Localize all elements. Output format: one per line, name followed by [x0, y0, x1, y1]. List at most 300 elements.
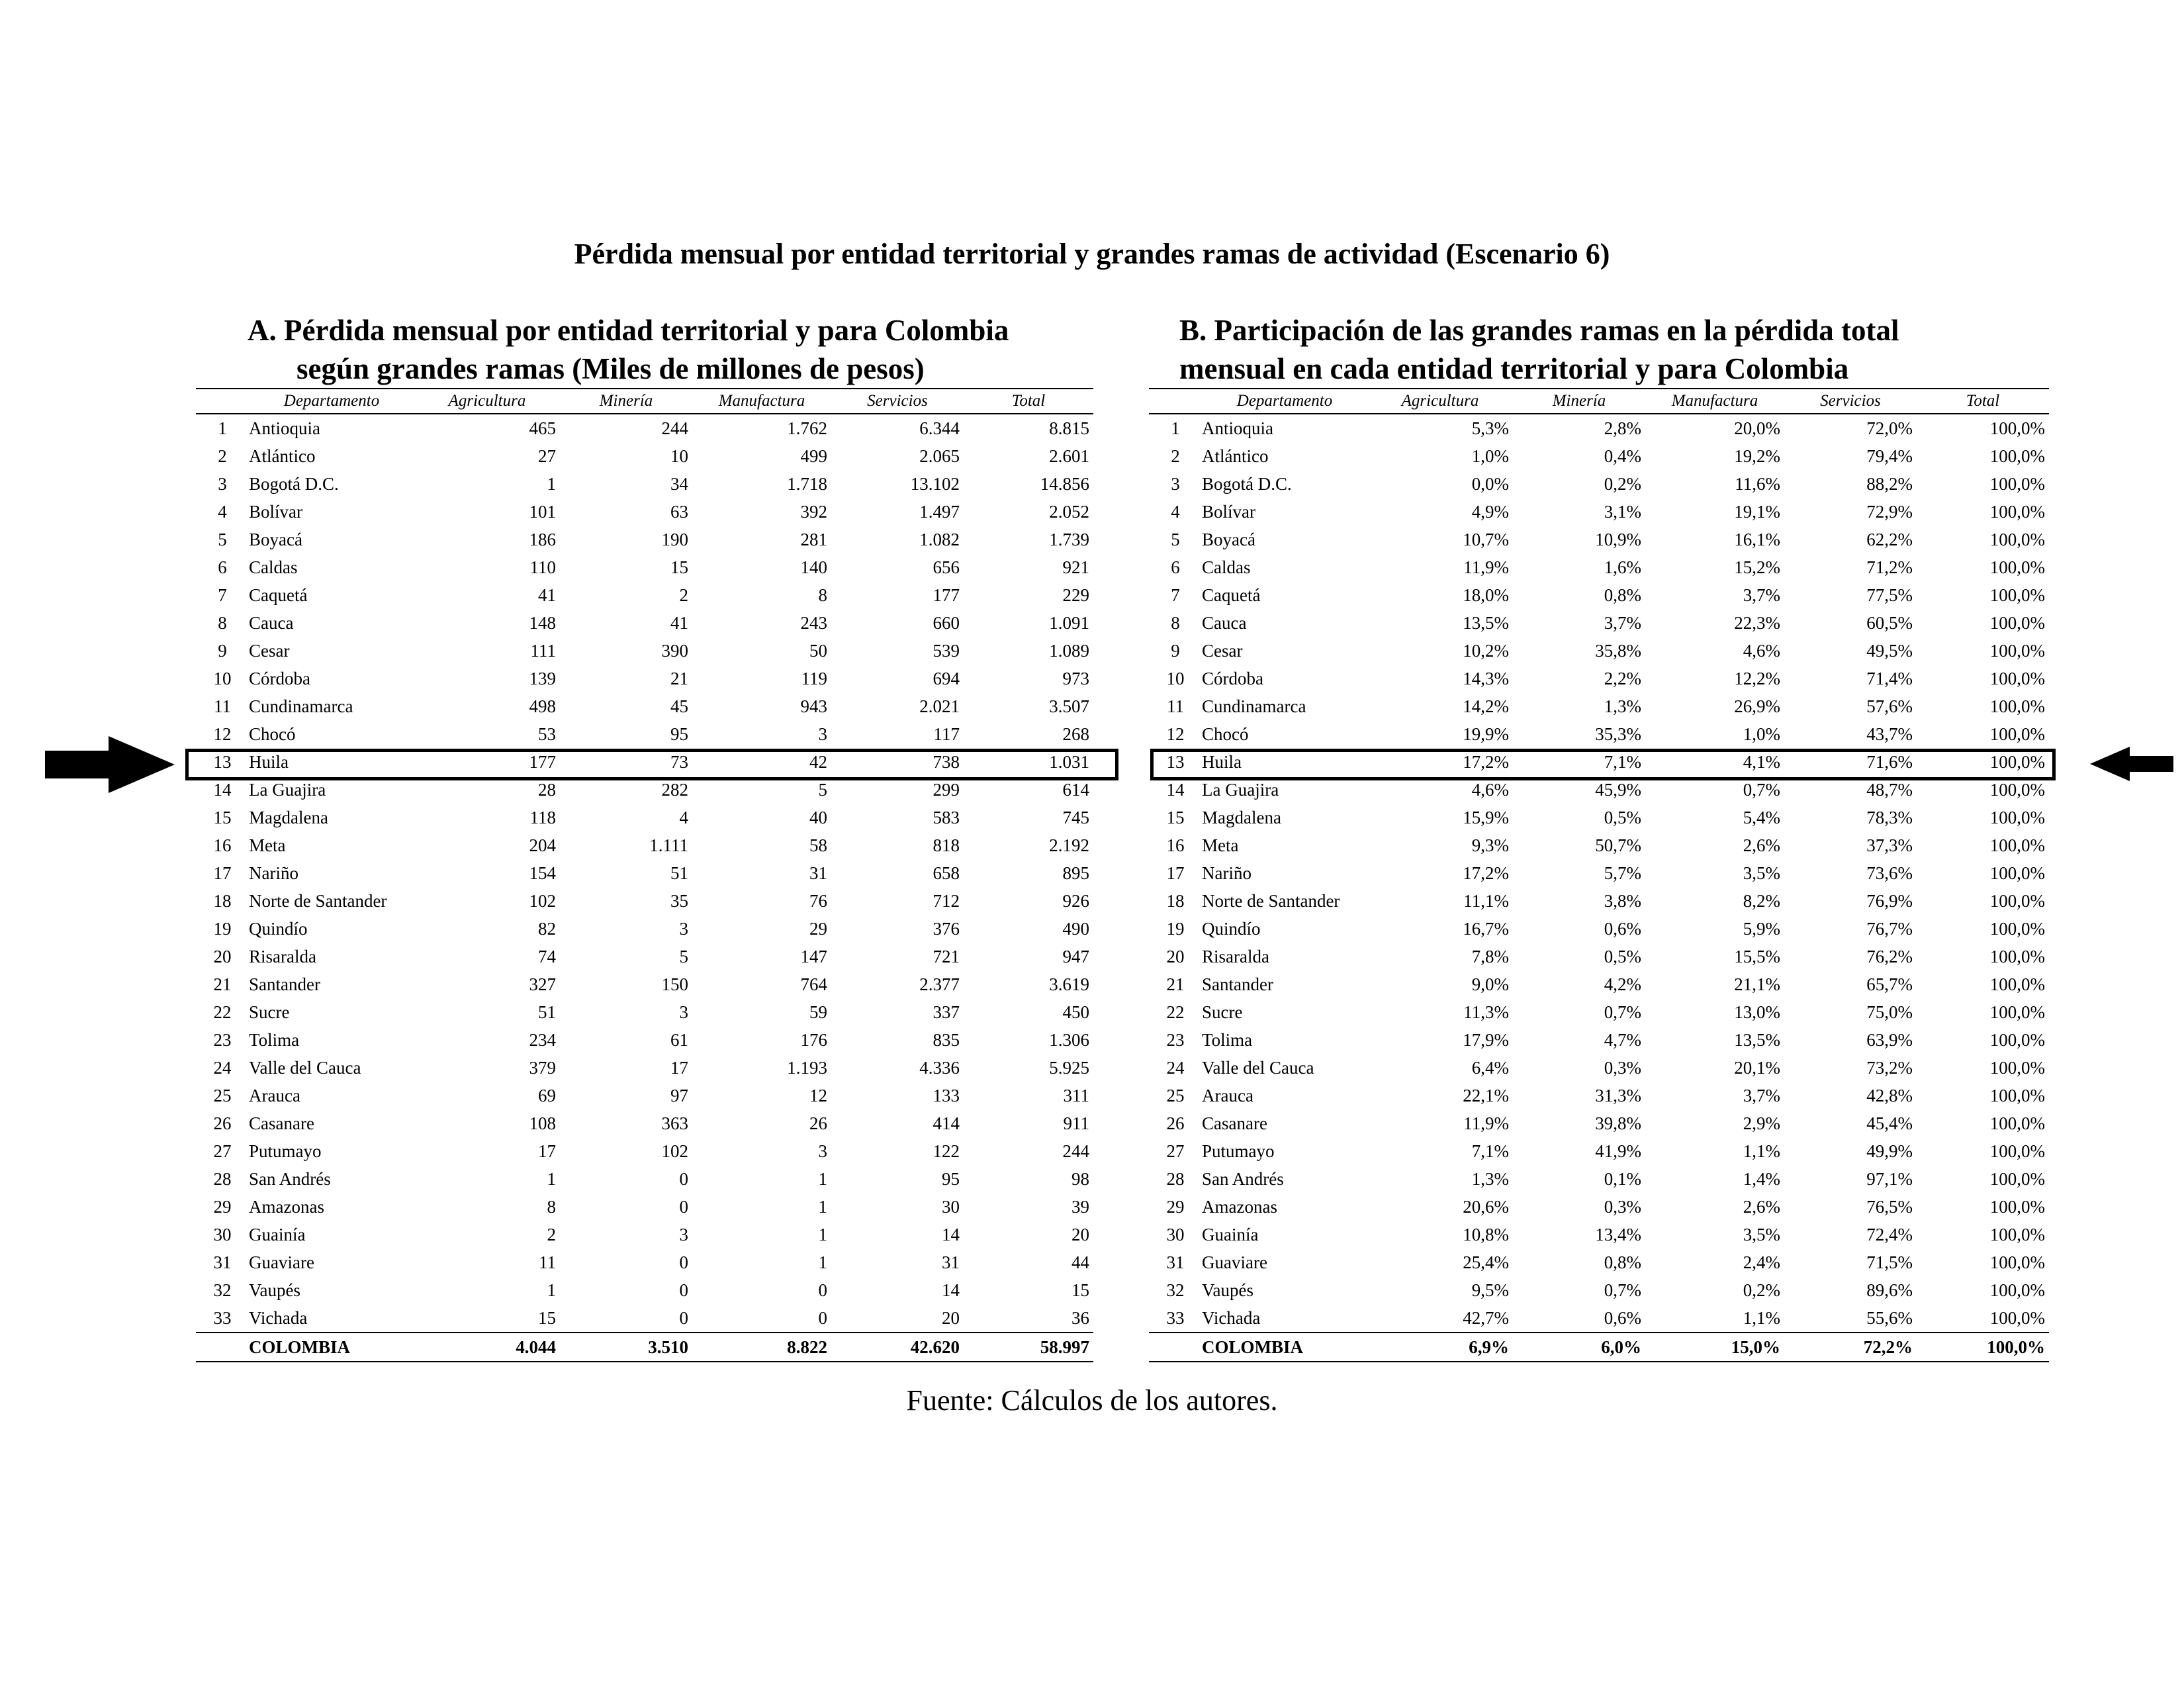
- value-cell: 44: [1071, 1252, 1089, 1272]
- value-cell: 7,8%: [1471, 946, 1509, 966]
- value-cell: 0: [679, 1280, 688, 1300]
- row-number: 20: [213, 946, 232, 966]
- row-number: 4: [218, 501, 227, 522]
- value-cell: 17: [538, 1141, 556, 1161]
- row-number: 7: [218, 585, 227, 605]
- value-cell: 31,3%: [1595, 1085, 1641, 1105]
- value-cell: 738: [933, 751, 960, 772]
- value-cell: 15,2%: [1734, 557, 1780, 577]
- value-cell: 41: [670, 612, 688, 633]
- panel-a-title-line2: según grandes ramas (Miles de millones de pesos): [296, 352, 925, 385]
- table-row: [1149, 1054, 2049, 1082]
- row-number: 6: [1171, 557, 1180, 577]
- value-cell: 8.815: [1049, 418, 1089, 438]
- department-name: Cauca: [249, 612, 294, 633]
- value-cell: 12,2%: [1734, 668, 1780, 688]
- value-cell: 498: [529, 696, 556, 716]
- value-cell: 76,2%: [1866, 946, 1913, 966]
- department-name: Córdoba: [249, 668, 310, 688]
- total-row: [196, 1333, 1093, 1362]
- value-cell: 363: [661, 1113, 688, 1133]
- department-name: Valle del Cauca: [249, 1057, 361, 1078]
- value-cell: 921: [1062, 557, 1089, 577]
- value-cell: 100,0%: [1989, 1196, 2045, 1217]
- value-cell: 79,4%: [1866, 445, 1913, 466]
- value-cell: 8: [818, 585, 827, 605]
- value-cell: 42: [809, 751, 827, 772]
- value-cell: 100,0%: [1989, 445, 2045, 466]
- department-name: Norte de Santander: [249, 890, 387, 911]
- value-cell: 14: [942, 1224, 960, 1244]
- value-cell: 1.306: [1049, 1029, 1089, 1050]
- value-cell: 89,6%: [1866, 1280, 1913, 1300]
- value-cell: 50,7%: [1595, 835, 1641, 855]
- value-cell: 11,9%: [1463, 557, 1509, 577]
- value-cell: 379: [529, 1057, 556, 1078]
- total-cell: 100,0%: [1917, 1333, 2049, 1362]
- value-cell: 14,2%: [1463, 696, 1509, 716]
- row-number: 20: [1166, 946, 1185, 966]
- value-cell: 97,1%: [1866, 1168, 1913, 1189]
- panel-b-title-line2: mensual en cada entidad territorial y para Colombia: [1179, 352, 1849, 385]
- department-name: Putumayo: [1202, 1141, 1275, 1161]
- value-cell: 22,3%: [1734, 612, 1780, 633]
- department-name: Vaupés: [249, 1280, 300, 1300]
- value-cell: 1.082: [919, 529, 960, 549]
- value-cell: 17,2%: [1463, 751, 1509, 772]
- total-cell: 8.822: [692, 1333, 831, 1362]
- value-cell: 14.856: [1040, 473, 1089, 494]
- value-cell: 27: [538, 445, 556, 466]
- value-cell: 11,9%: [1463, 1113, 1509, 1133]
- value-cell: 13.102: [910, 473, 960, 494]
- value-cell: 55,6%: [1866, 1307, 1913, 1328]
- row-number: 18: [1166, 890, 1185, 911]
- table-row: [196, 1221, 1093, 1248]
- department-name: Putumayo: [249, 1141, 322, 1161]
- table-header-row: [1149, 389, 2049, 414]
- value-cell: 100,0%: [1989, 1224, 2045, 1244]
- department-name: Caquetá: [249, 585, 308, 605]
- value-cell: 2.052: [1049, 501, 1089, 522]
- row-number: 17: [1166, 863, 1185, 883]
- value-cell: 4: [679, 807, 688, 827]
- value-cell: 5.925: [1049, 1057, 1089, 1078]
- value-cell: 13,4%: [1595, 1224, 1641, 1244]
- value-cell: 1: [818, 1168, 827, 1189]
- value-cell: 656: [933, 557, 960, 577]
- value-cell: 20: [942, 1307, 960, 1328]
- value-cell: 0,5%: [1604, 807, 1641, 827]
- value-cell: 11,3%: [1463, 1002, 1509, 1022]
- value-cell: 15: [1071, 1280, 1089, 1300]
- table-row: [1149, 1109, 2049, 1137]
- value-cell: 6.344: [919, 418, 960, 438]
- table-row: [1149, 526, 2049, 553]
- column-header: [1149, 389, 1202, 414]
- total-cell: 3.510: [560, 1333, 692, 1362]
- table-row: [1149, 665, 2049, 692]
- value-cell: 0,8%: [1604, 1252, 1641, 1272]
- table-row: [1149, 943, 2049, 970]
- table-row: [196, 1137, 1093, 1165]
- value-cell: 0,8%: [1604, 585, 1641, 605]
- table-row: [1149, 1276, 2049, 1304]
- value-cell: 1.762: [787, 418, 827, 438]
- value-cell: 22,1%: [1463, 1085, 1509, 1105]
- value-cell: 16,1%: [1734, 529, 1780, 549]
- value-cell: 1: [547, 1168, 556, 1189]
- total-row: [1149, 1333, 2049, 1362]
- value-cell: 895: [1062, 863, 1089, 883]
- value-cell: 31: [809, 863, 827, 883]
- value-cell: 100,0%: [1989, 863, 2045, 883]
- table-row: [1149, 831, 2049, 859]
- row-number: 5: [218, 529, 227, 549]
- value-cell: 39,8%: [1595, 1113, 1641, 1133]
- value-cell: 5,9%: [1743, 918, 1780, 939]
- value-cell: 19,2%: [1734, 445, 1780, 466]
- row-number: 6: [218, 557, 227, 577]
- value-cell: 100,0%: [1989, 640, 2045, 661]
- value-cell: 28: [538, 779, 556, 800]
- table-row: [196, 637, 1093, 665]
- value-cell: 119: [801, 668, 827, 688]
- value-cell: 17,2%: [1463, 863, 1509, 883]
- table-row: [196, 831, 1093, 859]
- value-cell: 100,0%: [1989, 918, 2045, 939]
- table-row: [196, 1248, 1093, 1276]
- department-name: Meta: [249, 835, 286, 855]
- value-cell: 0: [818, 1280, 827, 1300]
- value-cell: 15,9%: [1463, 807, 1509, 827]
- row-number: 14: [1166, 779, 1185, 800]
- value-cell: 1,0%: [1743, 724, 1780, 744]
- value-cell: 4.336: [919, 1057, 960, 1078]
- table-row: [196, 609, 1093, 637]
- value-cell: 20,1%: [1734, 1057, 1780, 1078]
- column-header: Agricultura: [414, 389, 560, 414]
- table-row: [1149, 609, 2049, 637]
- department-name: Magdalena: [1202, 807, 1281, 827]
- value-cell: 65,7%: [1866, 974, 1913, 994]
- table-row: [196, 498, 1093, 526]
- table-row: [196, 692, 1093, 720]
- row-number: 33: [1166, 1307, 1185, 1328]
- value-cell: 100,0%: [1989, 751, 2045, 772]
- department-name: Cundinamarca: [249, 696, 353, 716]
- table-row: [1149, 1137, 2049, 1165]
- row-number: 31: [1166, 1252, 1185, 1272]
- value-cell: 2: [547, 1224, 556, 1244]
- table-row: [1149, 720, 2049, 748]
- value-cell: 49,5%: [1866, 640, 1913, 661]
- department-name: Vichada: [249, 1307, 308, 1328]
- value-cell: 148: [529, 612, 556, 633]
- value-cell: 35: [670, 890, 688, 911]
- value-cell: 5: [679, 946, 688, 966]
- value-cell: 3: [679, 918, 688, 939]
- value-cell: 21,1%: [1734, 974, 1780, 994]
- value-cell: 3: [679, 1224, 688, 1244]
- value-cell: 71,2%: [1866, 557, 1913, 577]
- department-name: Magdalena: [249, 807, 328, 827]
- value-cell: 818: [933, 835, 960, 855]
- row-number: 10: [1166, 668, 1185, 688]
- value-cell: 0,7%: [1604, 1280, 1641, 1300]
- department-name: Caquetá: [1202, 585, 1261, 605]
- value-cell: 40: [809, 807, 827, 827]
- value-cell: 117: [933, 724, 960, 744]
- row-number: 8: [1171, 612, 1180, 633]
- panel-b: [1149, 311, 2049, 1362]
- value-cell: 100,0%: [1989, 529, 2045, 549]
- value-cell: 100,0%: [1989, 1085, 2045, 1105]
- department-name: Caldas: [249, 557, 298, 577]
- value-cell: 16,7%: [1463, 918, 1509, 939]
- value-cell: 72,4%: [1866, 1224, 1913, 1244]
- panel-a-title-line1: A. Pérdida mensual por entidad territorial y para Colombia: [248, 314, 1009, 347]
- value-cell: 78,3%: [1866, 807, 1913, 827]
- value-cell: 1,1%: [1743, 1141, 1780, 1161]
- row-number: 16: [1166, 835, 1185, 855]
- department-name: Cesar: [1202, 640, 1243, 661]
- value-cell: 10,7%: [1463, 529, 1509, 549]
- department-name: Chocó: [249, 724, 296, 744]
- table-row: [1149, 692, 2049, 720]
- value-cell: 133: [933, 1085, 960, 1105]
- value-cell: 926: [1062, 890, 1089, 911]
- row-number: 2: [1171, 445, 1180, 466]
- value-cell: 75,0%: [1866, 1002, 1913, 1022]
- value-cell: 1.111: [649, 835, 688, 855]
- department-name: Cauca: [1202, 612, 1247, 633]
- value-cell: 18,0%: [1463, 585, 1509, 605]
- value-cell: 5,3%: [1471, 418, 1509, 438]
- department-name: Atlántico: [249, 445, 316, 466]
- value-cell: 721: [933, 946, 960, 966]
- value-cell: 34: [670, 473, 688, 494]
- value-cell: 100,0%: [1989, 1168, 2045, 1189]
- value-cell: 29: [809, 918, 827, 939]
- value-cell: 100,0%: [1989, 1252, 2045, 1272]
- value-cell: 73: [670, 751, 688, 772]
- row-number: 8: [218, 612, 227, 633]
- row-number: 15: [1166, 807, 1185, 827]
- value-cell: 0,0%: [1471, 473, 1509, 494]
- value-cell: 17,9%: [1463, 1029, 1509, 1050]
- value-cell: 392: [800, 501, 827, 522]
- row-number: 29: [1166, 1196, 1185, 1217]
- value-cell: 48,7%: [1866, 779, 1913, 800]
- value-cell: 51: [538, 1002, 556, 1022]
- value-cell: 0,1%: [1604, 1168, 1641, 1189]
- department-name: Huila: [249, 751, 289, 772]
- value-cell: 100,0%: [1989, 418, 2045, 438]
- value-cell: 10,9%: [1595, 529, 1641, 549]
- value-cell: 76,9%: [1866, 890, 1913, 911]
- table-row: [1149, 581, 2049, 609]
- row-number: 23: [1166, 1029, 1185, 1050]
- value-cell: 88,2%: [1866, 473, 1913, 494]
- row-number: 13: [1166, 751, 1185, 772]
- value-cell: 37,3%: [1866, 835, 1913, 855]
- value-cell: 234: [529, 1029, 556, 1050]
- value-cell: 100,0%: [1989, 473, 2045, 494]
- department-name: Sucre: [249, 1002, 290, 1022]
- department-name: Risaralda: [249, 946, 316, 966]
- table-row: [1149, 1304, 2049, 1333]
- table-row: [1149, 859, 2049, 887]
- row-number: 24: [213, 1057, 232, 1078]
- table-row: [196, 1054, 1093, 1082]
- value-cell: 59: [809, 1002, 827, 1022]
- value-cell: 2,9%: [1743, 1113, 1780, 1133]
- value-cell: 3,1%: [1604, 501, 1641, 522]
- value-cell: 229: [1062, 585, 1089, 605]
- department-name: Tolima: [1202, 1029, 1253, 1050]
- table-row: [196, 915, 1093, 943]
- value-cell: 282: [661, 779, 688, 800]
- value-cell: 76: [809, 890, 827, 911]
- department-name: Quindío: [1202, 918, 1261, 939]
- value-cell: 95: [942, 1168, 960, 1189]
- value-cell: 2,4%: [1743, 1252, 1780, 1272]
- table-row: [1149, 1221, 2049, 1248]
- table-row: [1149, 498, 2049, 526]
- department-name: La Guajira: [249, 779, 326, 800]
- column-header: Servicios: [1784, 389, 1917, 414]
- value-cell: 1.089: [1049, 640, 1089, 661]
- value-cell: 660: [933, 612, 960, 633]
- value-cell: 100,0%: [1989, 1057, 2045, 1078]
- value-cell: 39: [1071, 1196, 1089, 1217]
- department-name: San Andrés: [1202, 1168, 1284, 1189]
- table-row: [196, 776, 1093, 804]
- table-row: [1149, 442, 2049, 470]
- value-cell: 583: [933, 807, 960, 827]
- value-cell: 100,0%: [1989, 974, 2045, 994]
- value-cell: 15,5%: [1734, 946, 1780, 966]
- value-cell: 1: [547, 1280, 556, 1300]
- value-cell: 139: [529, 668, 556, 688]
- row-number: 11: [1167, 696, 1184, 716]
- value-cell: 2.601: [1049, 445, 1089, 466]
- row-number: 12: [1166, 724, 1185, 744]
- value-cell: 147: [800, 946, 827, 966]
- value-cell: 26,9%: [1734, 696, 1780, 716]
- department-name: Risaralda: [1202, 946, 1269, 966]
- table-row: [1149, 553, 2049, 581]
- table-row: [196, 998, 1093, 1026]
- department-name: Arauca: [1202, 1085, 1253, 1105]
- row-number: 25: [1166, 1085, 1185, 1105]
- department-name: Casanare: [1202, 1113, 1267, 1133]
- value-cell: 1: [818, 1196, 827, 1217]
- row-number: 30: [213, 1224, 232, 1244]
- panel-b-title-line1: B. Participación de las grandes ramas en la pérdida total: [1179, 314, 1899, 347]
- value-cell: 0,3%: [1604, 1196, 1641, 1217]
- department-name: Antioquia: [1202, 418, 1273, 438]
- value-cell: 74: [538, 946, 556, 966]
- table-row: [196, 970, 1093, 998]
- value-cell: 1,0%: [1471, 445, 1509, 466]
- value-cell: 1.091: [1049, 612, 1089, 633]
- panel-a-table: [196, 388, 1093, 1362]
- row-number: 26: [213, 1113, 232, 1133]
- value-cell: 100,0%: [1989, 724, 2045, 744]
- value-cell: 71,6%: [1866, 751, 1913, 772]
- row-number: 27: [1166, 1141, 1185, 1161]
- table-row: [1149, 915, 2049, 943]
- value-cell: 337: [933, 1002, 960, 1022]
- value-cell: 20,6%: [1463, 1196, 1509, 1217]
- value-cell: 26: [809, 1113, 827, 1133]
- value-cell: 3,8%: [1604, 890, 1641, 911]
- column-header: Total: [1917, 389, 2049, 414]
- value-cell: 4,2%: [1604, 974, 1641, 994]
- value-cell: 140: [800, 557, 827, 577]
- value-cell: 0: [818, 1307, 827, 1328]
- value-cell: 0: [679, 1307, 688, 1328]
- value-cell: 100,0%: [1989, 1113, 2045, 1133]
- value-cell: 42,7%: [1463, 1307, 1509, 1328]
- table-row: [1149, 470, 2049, 498]
- value-cell: 4,6%: [1471, 779, 1509, 800]
- table-row: [196, 414, 1093, 442]
- value-cell: 3: [818, 1141, 827, 1161]
- value-cell: 1.193: [787, 1057, 827, 1078]
- total-cell: [1149, 1333, 1202, 1362]
- value-cell: 745: [1062, 807, 1089, 827]
- value-cell: 2.065: [919, 445, 960, 466]
- value-cell: 97: [670, 1085, 688, 1105]
- department-name: Bogotá D.C.: [249, 473, 339, 494]
- value-cell: 1: [818, 1224, 827, 1244]
- value-cell: 5,4%: [1743, 807, 1780, 827]
- row-number: 23: [213, 1029, 232, 1050]
- column-header: Manufactura: [692, 389, 831, 414]
- row-number: 31: [213, 1252, 232, 1272]
- left-arrow-icon: [2090, 747, 2173, 781]
- row-number: 26: [1166, 1113, 1185, 1133]
- table-row: [1149, 970, 2049, 998]
- total-cell: 42.620: [831, 1333, 964, 1362]
- department-name: Quindío: [249, 918, 308, 939]
- row-number: 10: [213, 668, 232, 688]
- table-row: [196, 859, 1093, 887]
- value-cell: 13,5%: [1734, 1029, 1780, 1050]
- row-number: 30: [1166, 1224, 1185, 1244]
- value-cell: 499: [800, 445, 827, 466]
- value-cell: 58: [809, 835, 827, 855]
- value-cell: 0,6%: [1604, 918, 1641, 939]
- row-number: 19: [1166, 918, 1185, 939]
- department-name: Cundinamarca: [1202, 696, 1306, 716]
- row-number: 7: [1171, 585, 1180, 605]
- row-number: 14: [213, 779, 232, 800]
- value-cell: 712: [933, 890, 960, 911]
- row-number: 9: [1171, 640, 1180, 661]
- department-name: Boyacá: [1202, 529, 1255, 549]
- value-cell: 299: [933, 779, 960, 800]
- value-cell: 62,2%: [1866, 529, 1913, 549]
- value-cell: 82: [538, 918, 556, 939]
- value-cell: 100,0%: [1989, 501, 2045, 522]
- value-cell: 9,3%: [1471, 835, 1509, 855]
- panel-a-title: [196, 311, 1093, 388]
- value-cell: 0: [679, 1252, 688, 1272]
